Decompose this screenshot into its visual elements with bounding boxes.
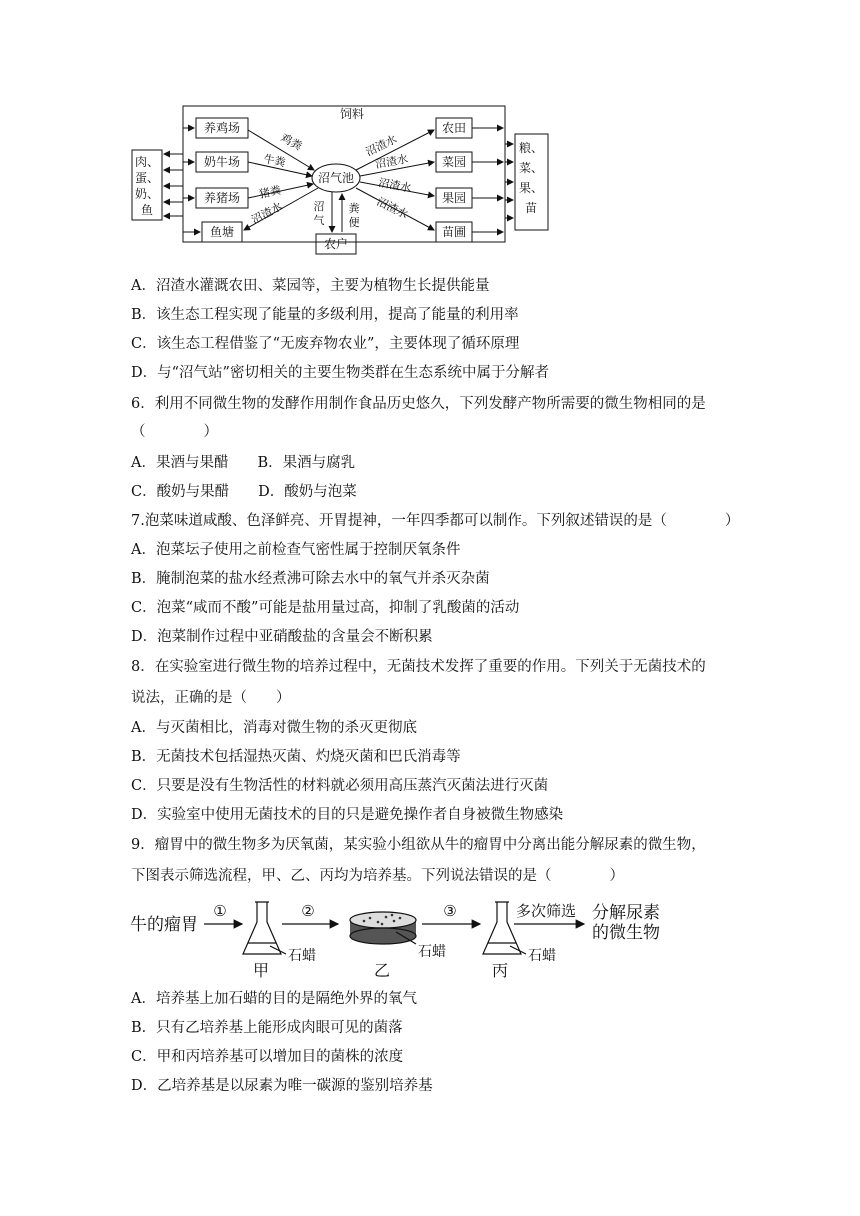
- q6-stem: 6．利用不同微生物的发酵作用制作食品历史悠久，下列发酵产物所需要的微生物相同的是: [131, 396, 706, 412]
- manure-label-1: 粪: [348, 202, 360, 215]
- medium-yi-label: 乙: [374, 961, 391, 980]
- q5-option-a: A．沼渣水灌溉农田、菜园等，主要为植物生长提供能量: [131, 278, 490, 294]
- manure-label-2: 便: [348, 216, 360, 229]
- right-box-line-3: 果、: [518, 181, 544, 195]
- biogas-pond-label: 沼气池: [317, 171, 355, 185]
- q9-option-b: B．只有乙培养基上能形成肉眼可见的菌落: [131, 1020, 403, 1036]
- repeat-screening-label: 多次筛选: [516, 902, 577, 920]
- q9-option-a: A．培养基上加石蜡的目的是隔绝外界的氧气: [131, 991, 417, 1007]
- wax-label-jia: 石蜡: [288, 948, 316, 964]
- left-box-line-4: 鱼: [140, 203, 154, 217]
- wax-label-yi: 石蜡: [418, 944, 446, 960]
- gas-label-2: 气: [313, 214, 325, 227]
- left-box-line-2: 蛋、: [134, 171, 160, 185]
- pig-manure-label: 猪粪: [257, 183, 283, 201]
- fish-pond-label: 鱼塘: [209, 225, 235, 239]
- q5-option-d: D．与“沼气站”密切相关的主要生物类群在生态系统中属于分解者: [131, 365, 549, 381]
- slurry-to-orchard-label: 沼渣水: [377, 176, 413, 195]
- result-line-1: 分解尿素: [592, 903, 660, 923]
- slurry-to-nursery-label: 沼渣水: [374, 195, 411, 222]
- q8-stem-line-1: 8．在实验室进行微生物的培养过程中，无菌技术发挥了重要的作用。下列关于无菌技术的: [131, 659, 706, 675]
- biogas-ecosystem-diagram: [130, 104, 560, 256]
- flask-jia: [243, 902, 286, 954]
- step-3-label: ③: [443, 902, 457, 920]
- screening-flow-diagram: [130, 896, 690, 980]
- q7-option-a: A．泡菜坛子使用之前检查气密性属于控制厌氧条件: [131, 542, 461, 558]
- medium-bing-label: 丙: [492, 961, 509, 980]
- slurry-to-farmland-label: 沼渣水: [363, 132, 399, 159]
- step-2-label: ②: [301, 902, 315, 920]
- orchard-label: 果园: [441, 191, 467, 205]
- farmland-label: 农田: [441, 121, 467, 135]
- vegetable-garden-label: 菜园: [441, 155, 467, 169]
- q7-stem: 7.泡菜味道咸酸、色泽鲜亮、开胃提神，一年四季都可以制作。下列叙述错误的是（ ）: [131, 513, 740, 529]
- dairy-farm-label: 奶牛场: [203, 155, 241, 169]
- q5-option-b: B．该生态工程实现了能量的多级利用，提高了能量的利用率: [131, 307, 519, 323]
- q5-option-c: C．该生态工程借鉴了“无废弃物农业”，主要体现了循环原理: [131, 336, 520, 352]
- q9-option-d: D．乙培养基是以尿素为唯一碳源的鉴别培养基: [131, 1078, 433, 1094]
- right-box-line-1: 粮、: [518, 141, 544, 155]
- feed-label: 饲料: [339, 107, 365, 121]
- nursery-label: 苗圃: [441, 225, 467, 239]
- q9-stem-line-1: 9．瘤胃中的微生物多为厌氧菌，某实验小组欲从牛的瘤胃中分离出能分解尿素的微生物，: [131, 837, 706, 853]
- q9-option-c: C．甲和丙培养基可以增加目的菌株的浓度: [131, 1049, 404, 1065]
- q8-option-a: A．与灭菌相比，消毒对微生物的杀灭更彻底: [131, 720, 417, 736]
- q8-option-c: C．只要是没有生物活性的材料就必须用高压蒸汽灭菌法进行灭菌: [131, 778, 549, 794]
- q7-option-d: D．泡菜制作过程中亚硝酸盐的含量会不断积累: [131, 629, 433, 645]
- step-1-label: ①: [213, 902, 227, 920]
- medium-jia-label: 甲: [253, 961, 270, 980]
- chicken-farm-label: 养鸡场: [203, 121, 241, 135]
- q6-options-cd: C．酸奶与果醋 D．酸奶与泡菜: [131, 484, 357, 500]
- household-label: 农户: [323, 237, 349, 251]
- q8-option-d: D．实验室中使用无菌技术的目的只是避免操作者自身被微生物感染: [131, 807, 564, 823]
- gas-label-1: 沼: [313, 200, 325, 213]
- rumen-source-label: 牛的瘤胃: [130, 915, 198, 935]
- left-box-line-1: 肉、: [134, 155, 160, 169]
- q6-options-ab: A．果酒与果醋 B．果酒与腐乳: [131, 455, 356, 471]
- q8-option-b: B．无菌技术包括湿热灭菌、灼烧灭菌和巴氏消毒等: [131, 749, 461, 765]
- cow-manure-label: 牛粪: [262, 152, 287, 170]
- left-box-line-3: 奶、: [134, 187, 160, 201]
- petri-dish-yi: [350, 912, 416, 944]
- q6-paren: （ ）: [131, 424, 218, 440]
- slurry-to-garden-label: 沼渣水: [374, 152, 410, 171]
- chicken-manure-label: 鸡粪: [278, 131, 305, 153]
- q7-option-c: C．泡菜“咸而不酸”可能是盐用量过高，抑制了乳酸菌的活动: [131, 600, 520, 616]
- wax-label-bing: 石蜡: [528, 948, 556, 964]
- q8-stem-line-2: 说法，正确的是（ ）: [131, 690, 291, 706]
- q7-option-b: B．腌制泡菜的盐水经煮沸可除去水中的氧气并杀灭杂菌: [131, 571, 490, 587]
- right-box-line-2: 菜、: [518, 161, 544, 175]
- pig-farm-label: 养猪场: [203, 191, 241, 205]
- slurry-to-fish-label: 沼渣水: [249, 199, 285, 227]
- q9-stem-line-2: 下图表示筛选流程，甲、乙、丙均为培养基。下列说法错误的是（ ）: [131, 868, 624, 884]
- right-box-line-4: 苗: [524, 201, 538, 215]
- result-line-2: 的微生物: [592, 923, 660, 943]
